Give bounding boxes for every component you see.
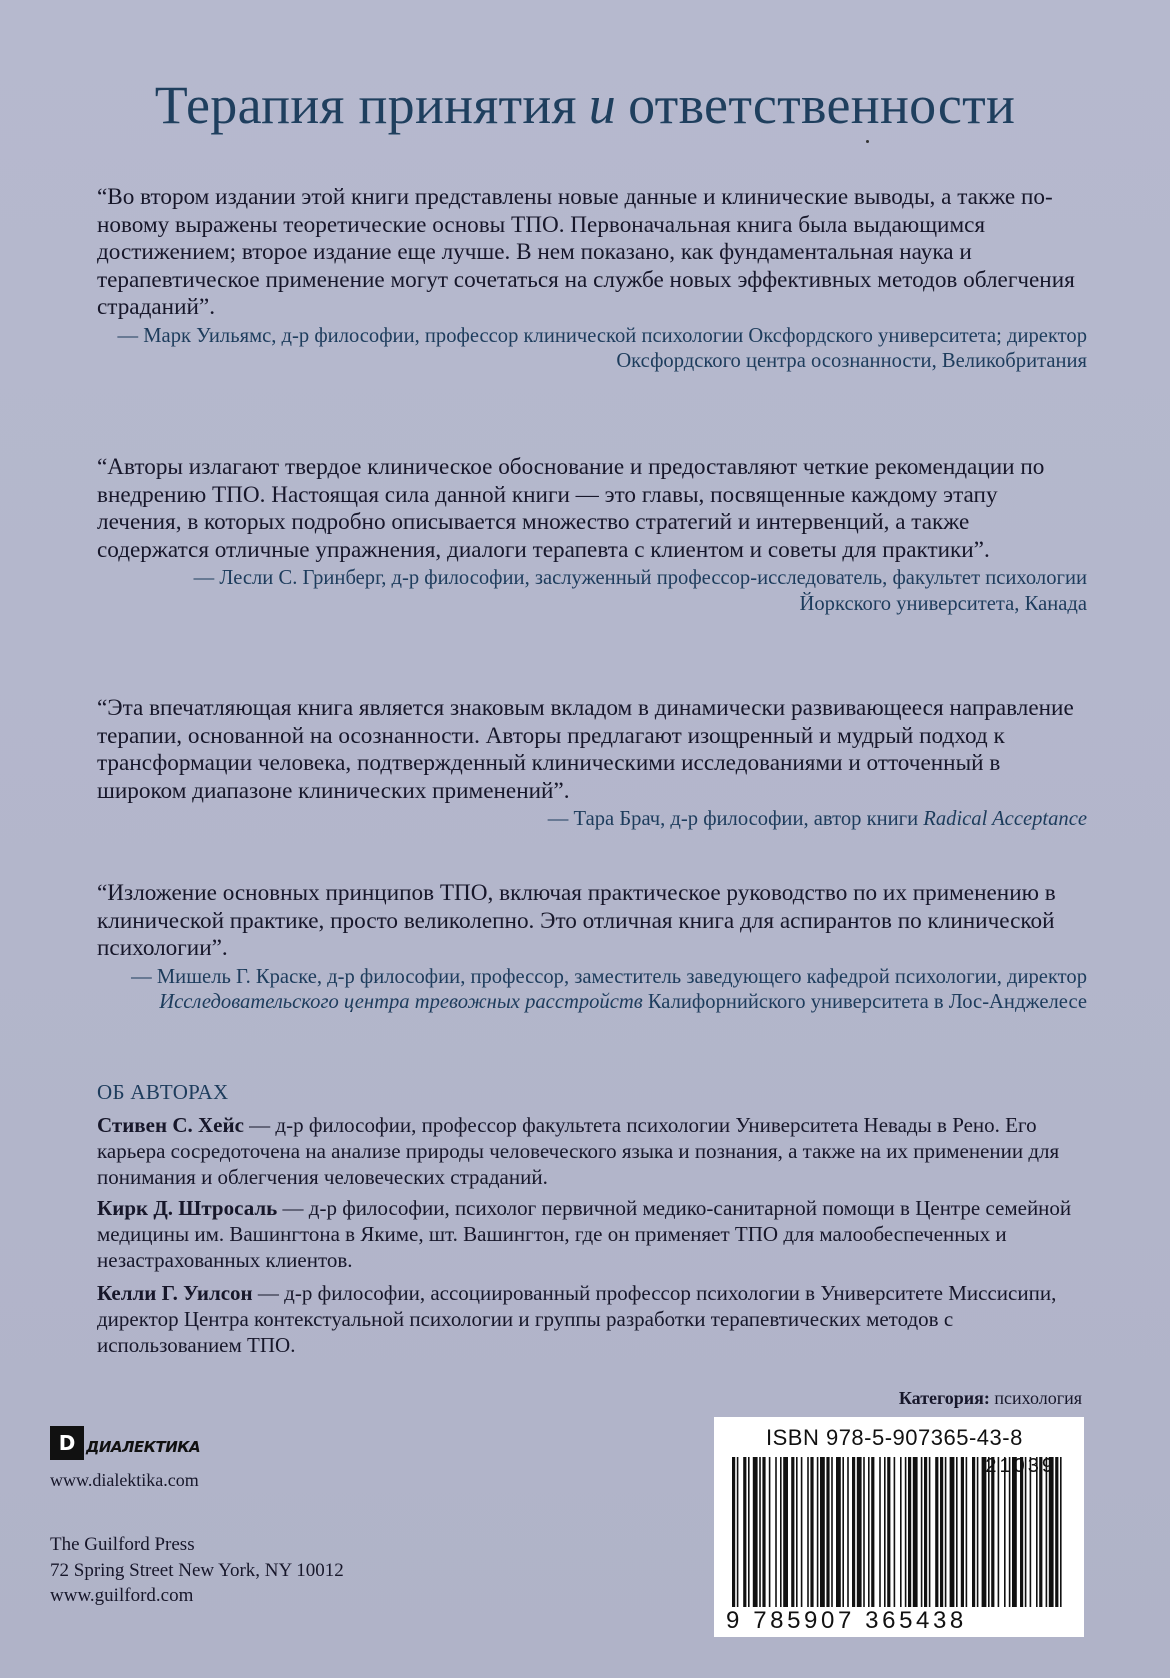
category-value: психология	[994, 1388, 1082, 1408]
attribution-text: — Тара Брач, д-р философии, автор книги	[547, 808, 919, 830]
barcode-bar	[868, 1457, 870, 1607]
barcode-bar	[1049, 1457, 1054, 1607]
print-speck	[866, 140, 869, 143]
barcode-bar	[998, 1457, 1000, 1607]
barcode-bar	[759, 1457, 761, 1607]
barcode-bar	[908, 1457, 911, 1607]
quote-attribution	[97, 965, 1087, 1016]
guilford-info	[50, 1532, 344, 1609]
barcode-bar	[1030, 1457, 1032, 1607]
barcode-bar	[1039, 1457, 1042, 1607]
barcode-bar	[940, 1457, 943, 1607]
barcode-bar	[982, 1457, 987, 1607]
barcode-bar	[1025, 1457, 1027, 1607]
barcode-bar	[807, 1457, 809, 1607]
barcode-bars	[730, 1457, 1066, 1619]
book-title	[0, 74, 1170, 136]
barcode-bar	[871, 1457, 874, 1607]
barcode-bar	[783, 1457, 788, 1607]
barcode-bar	[991, 1457, 994, 1607]
barcode-bar	[810, 1457, 813, 1607]
quote-4	[97, 880, 1087, 1016]
barcode-bar	[1004, 1457, 1006, 1607]
barcode-bar	[884, 1457, 886, 1607]
quote-1	[97, 184, 1087, 375]
guilford-name: The Guilford Press	[50, 1534, 195, 1555]
quote-text: “Эта впечатляющая книга является знаковым вкладом в динамически развивающееся направление терапии, основанной на осознанности. Авторы предлагают изощренный и мудрый подход к трансформации человека, подтвержденный клиническими исследованиями и отточенный в широком диапазоне клинических применений”.	[97, 695, 1074, 804]
author-bio	[97, 1280, 1087, 1358]
barcode-bar	[842, 1457, 844, 1607]
barcode-bar	[1012, 1457, 1017, 1607]
barcode-bar	[820, 1457, 825, 1607]
price-code: 21039	[985, 1455, 1056, 1477]
barcode-panel	[714, 1417, 1084, 1637]
quote-attribution	[97, 807, 1087, 833]
category-label	[899, 1388, 1082, 1409]
barcode-bar	[929, 1457, 931, 1607]
barcode-bar	[1060, 1457, 1062, 1607]
barcode-bar	[1046, 1457, 1048, 1607]
quote-attribution: — Лесли С. Гринберг, д-р философии, заслуженный профессор-исследователь, факультет психологии Йоркского университета, Канада	[193, 567, 1087, 615]
about-authors-heading: ОБ АВТОРАХ	[97, 1080, 229, 1104]
quote-2	[97, 454, 1087, 617]
barcode-bar	[945, 1457, 947, 1607]
quote-text: “Авторы излагают твердое клиническое обоснование и предоставляют четкие рекомендации по внедрению ТПО. Настоящая сила данной книги — это главы, посвященные каждому этапу лечения, в которых подробно описывается множество стратегий и интервенций, а также содержатся отличные упражнения, диалоги терапевта с клиентом и советы для практики”.	[97, 454, 1045, 563]
attribution-center-name: Исследовательского центра тревожных расстройств	[159, 991, 643, 1013]
barcode-bar	[796, 1457, 798, 1607]
barcode-bar	[924, 1457, 927, 1607]
author-bio-text: — д-р философии, ассоциированный профессор психологии в Университете Миссисипи, директор Центра контекстуальной психологии и группы разработки терапевтических методов с использованием ТПО.	[97, 1281, 1057, 1357]
barcode-bar	[775, 1457, 777, 1607]
barcode-bar	[1055, 1457, 1058, 1607]
barcode-bar	[894, 1457, 896, 1607]
barcode-bar	[988, 1457, 990, 1607]
quote-text: “Во втором издании этой книги представлены новые данные и клинические выводы, а также по-новому выражены теоретические основы ТПО. Первоначальная книга была выдающимся достижением; второе издание еще лучше. В нем показано, как фундаментальная наука и терапевтическое применение могут сочетаться на службе новых эффективных методов облегчения страданий”.	[97, 184, 1075, 320]
publisher-website[interactable]: www.dialektika.com	[50, 1470, 199, 1490]
title-part3: ответственности	[628, 75, 1016, 135]
barcode-bar	[817, 1457, 819, 1607]
barcode-digits: 9 785907 365438	[726, 1607, 967, 1634]
barcode-bar	[1020, 1457, 1023, 1607]
barcode-bar	[900, 1457, 902, 1607]
title-part1: Терапия принятия	[154, 75, 577, 135]
barcode-bar	[950, 1457, 955, 1607]
publisher-logo	[50, 1426, 230, 1460]
author-bio	[97, 1112, 1087, 1190]
guilford-address: 72 Spring Street New York, NY 10012	[50, 1559, 344, 1581]
title-part2: и	[588, 75, 617, 135]
barcode-bar	[831, 1457, 833, 1607]
barcode-bar	[743, 1457, 746, 1607]
barcode-bar	[801, 1457, 803, 1607]
barcode-bar	[857, 1457, 862, 1607]
publisher-logo-mark: D	[50, 1426, 84, 1460]
barcode-bar	[762, 1457, 765, 1607]
isbn-text: ISBN 978-5-907365-43-8	[766, 1425, 1023, 1450]
barcode-bar	[1009, 1457, 1011, 1607]
author-bio	[97, 1195, 1087, 1273]
barcode-bar	[769, 1457, 771, 1607]
barcode-bar	[905, 1457, 907, 1607]
guilford-site[interactable]: www.guilford.com	[50, 1585, 194, 1606]
attribution-book-title: Radical Acceptance	[923, 808, 1087, 830]
barcode-bar	[732, 1457, 735, 1607]
barcode-bar	[737, 1457, 739, 1607]
barcode-bar	[887, 1457, 890, 1607]
barcode-bar	[961, 1457, 964, 1607]
barcode-bar	[748, 1457, 750, 1607]
barcode-bar	[921, 1457, 923, 1607]
barcode-bar	[847, 1457, 849, 1607]
quote-text: “Изложение основных принципов ТПО, включая практическое руководство по их применению в клинической практике, просто великолепно. Это отличная книга для аспирантов по клинической психологии”.	[97, 880, 1056, 961]
author-name: Стивен С. Хейс	[97, 1113, 244, 1137]
barcode-bar	[972, 1457, 975, 1607]
author-name: Келли Г. Уилсон	[97, 1281, 253, 1305]
author-name: Кирк Д. Штросаль	[97, 1196, 278, 1220]
barcode-bar	[913, 1457, 918, 1607]
attribution-post: Калифорнийского университета в Лос-Анджелесе	[647, 991, 1087, 1013]
barcode-bar	[780, 1457, 782, 1607]
barcode-bar	[791, 1457, 794, 1607]
barcode-bar	[863, 1457, 865, 1607]
barcode-bar	[826, 1457, 829, 1607]
barcode-bar	[852, 1457, 855, 1607]
barcode-bar	[977, 1457, 979, 1607]
barcode-bar	[753, 1457, 758, 1607]
author-bio-text: — д-р философии, профессор факультета психологии Университета Невады в Рено. Его карьера сосредоточена на анализе природы человеческого языка и познания, а также на их применении для понимания и облегчения человеческих страданий.	[97, 1113, 1060, 1189]
barcode-bar	[966, 1457, 968, 1607]
barcode-bar	[879, 1457, 881, 1607]
quote-3	[97, 695, 1087, 833]
category-key: Категория:	[898, 1388, 990, 1408]
barcode-bar	[956, 1457, 958, 1607]
barcode-bar	[836, 1457, 841, 1607]
author-bio-text: — д-р философии, психолог первичной медико-санитарной помощи в Центре семейной медицины им. Вашингтона в Якиме, шт. Вашингтон, где он применяет ТПО для малообеспеченных и незастрахованных клиентов.	[97, 1196, 1072, 1272]
attribution-pre: — Мишель Г. Краске, д-р философии, профессор, заместитель заведующего кафедрой психологии, директор	[131, 965, 1087, 988]
quote-attribution: — Марк Уильямс, д-р философии, профессор клинической психологии Оксфордского университета; директор Оксфордского центра осознанности, Великобритания	[117, 324, 1087, 372]
barcode-bar	[935, 1457, 938, 1607]
barcode-bar	[1036, 1457, 1038, 1607]
publisher-logo-name: ДИАЛЕКТИКА	[86, 1438, 201, 1456]
